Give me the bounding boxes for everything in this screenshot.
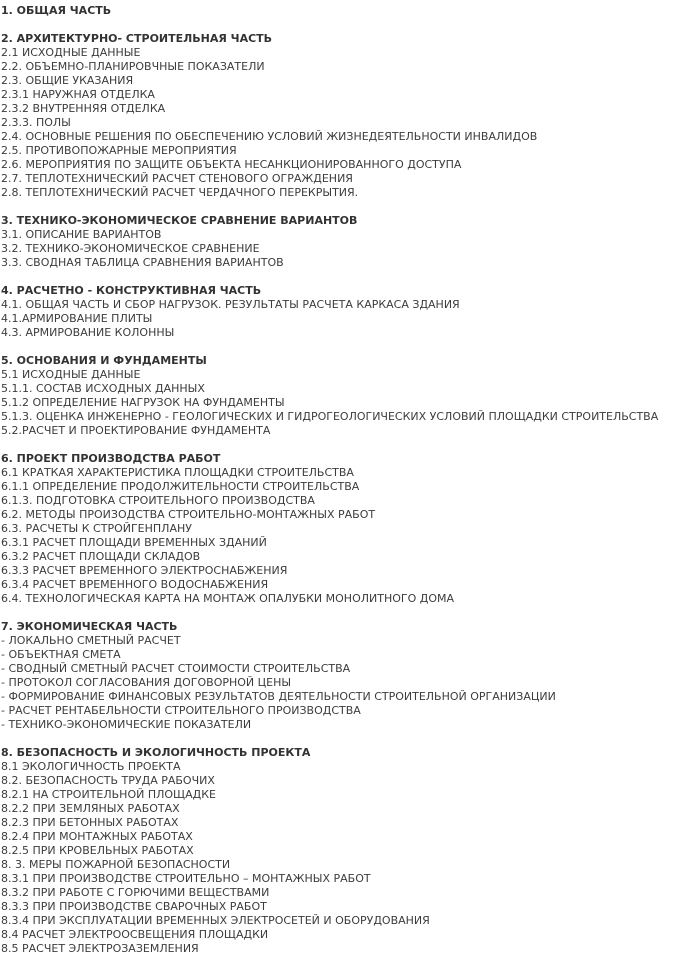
toc-item: 8.3.2 ПРИ РАБОТЕ С ГОРЮЧИМИ ВЕЩЕСТВАМИ [1, 886, 270, 899]
toc-item: 8.2.4 ПРИ МОНТАЖНЫХ РАБОТАХ [1, 830, 193, 843]
section-heading: 1. ОБЩАЯ ЧАСТЬ [1, 4, 112, 17]
toc-item: 8.4 РАСЧЕТ ЭЛЕКТРООСВЕЩЕНИЯ ПЛОЩАДКИ [1, 928, 269, 941]
toc-item: 2.1 ИСХОДНЫЕ ДАННЫЕ [1, 46, 141, 59]
toc-item: 2.3.1 НАРУЖНАЯ ОТДЕЛКА [1, 88, 155, 101]
toc-item: 2.3.3. ПОЛЫ [1, 116, 71, 129]
toc-section [1, 214, 700, 270]
toc-item: - ТЕХНИКО-ЭКОНОМИЧЕСКИЕ ПОКАЗАТЕЛИ [1, 718, 252, 731]
toc-item: 8.5 РАСЧЕТ ЭЛЕКТРОЗАЗЕМЛЕНИЯ [1, 942, 199, 955]
section-heading: 4. РАСЧЕТНО - КОНСТРУКТИВНАЯ ЧАСТЬ [1, 284, 262, 297]
toc-item: 3.2. ТЕХНИКО-ЭКОНОМИЧЕСКОЕ СРАВНЕНИЕ [1, 242, 260, 255]
toc-item: 2.7. ТЕПЛОТЕХНИЧЕСКИЙ РАСЧЕТ СТЕНОВОГО ОГРАЖДЕНИЯ [1, 172, 353, 185]
toc-item: 8.3.3 ПРИ ПРОИЗВОДСТВЕ СВАРОЧНЫХ РАБОТ [1, 900, 267, 913]
toc-item: 8.3.4 ПРИ ЭКСПЛУАТАЦИИ ВРЕМЕННЫХ ЭЛЕКТРОСЕТЕЙ И ОБОРУДОВАНИЯ [1, 914, 430, 927]
toc-item: 6.4. ТЕХНОЛОГИЧЕСКАЯ КАРТА НА МОНТАЖ ОПАЛУБКИ МОНОЛИТНОГО ДОМА [1, 592, 455, 605]
toc-item: 8.3.1 ПРИ ПРОИЗВОДСТВЕ СТРОИТЕЛЬНО – МОНТАЖНЫХ РАБОТ [1, 872, 371, 885]
toc-item: 6.1 КРАТКАЯ ХАРАКТЕРИСТИКА ПЛОЩАДКИ СТРОИТЕЛЬСТВА [1, 466, 354, 479]
toc-item: - РАСЧЕТ РЕНТАБЕЛЬНОСТИ СТРОИТЕЛЬНОГО ПРОИЗВОДСТВА [1, 704, 361, 717]
toc-item: 2.3.2 ВНУТРЕННЯЯ ОТДЕЛКА [1, 102, 166, 115]
toc-item: 3.3. СВОДНАЯ ТАБЛИЦА СРАВНЕНИЯ ВАРИАНТОВ [1, 256, 284, 269]
section-heading: 6. ПРОЕКТ ПРОИЗВОДСТВА РАБОТ [1, 452, 221, 465]
toc-item: 6.2. МЕТОДЫ ПРОИЗОДСТВА СТРОИТЕЛЬНО-МОНТАЖНЫХ РАБОТ [1, 508, 376, 521]
toc-item: 2.5. ПРОТИВОПОЖАРНЫЕ МЕРОПРИЯТИЯ [1, 144, 237, 157]
toc-item: - ЛОКАЛЬНО СМЕТНЫЙ РАСЧЕТ [1, 634, 181, 647]
toc-item: 8.2. БЕЗОПАСНОСТЬ ТРУДА РАБОЧИХ [1, 774, 215, 787]
section-heading: 7. ЭКОНОМИЧЕСКАЯ ЧАСТЬ [1, 620, 178, 633]
toc-item: 4.1.АРМИРОВАНИЕ ПЛИТЫ [1, 312, 153, 325]
toc-item: 8. 3. МЕРЫ ПОЖАРНОЙ БЕЗОПАСНОСТИ [1, 858, 231, 871]
toc-item: 4.3. АРМИРОВАНИЕ КОЛОННЫ [1, 326, 175, 339]
toc-section [1, 4, 700, 18]
toc-item: 6.3.3 РАСЧЕТ ВРЕМЕННОГО ЭЛЕКТРОСНАБЖЕНИЯ [1, 564, 288, 577]
toc-item: 6.1.3. ПОДГОТОВКА СТРОИТЕЛЬНОГО ПРОИЗВОДСТВА [1, 494, 315, 507]
toc-section [1, 620, 700, 732]
toc-item: 8.2.2 ПРИ ЗЕМЛЯНЫХ РАБОТАХ [1, 802, 180, 815]
toc-item: 4.1. ОБЩАЯ ЧАСТЬ И СБОР НАГРУЗОК. РЕЗУЛЬТАТЫ РАСЧЕТА КАРКАСА ЗДАНИЯ [1, 298, 460, 311]
toc-item: 8.1 ЭКОЛОГИЧНОСТЬ ПРОЕКТА [1, 760, 181, 773]
toc-item: 6.3.2 РАСЧЕТ ПЛОЩАДИ СКЛАДОВ [1, 550, 201, 563]
toc-item: 5.1.2 ОПРЕДЕЛЕНИЕ НАГРУЗОК НА ФУНДАМЕНТЫ [1, 396, 285, 409]
table-of-contents [1, 4, 700, 956]
section-heading: 3. ТЕХНИКО-ЭКОНОМИЧЕСКОЕ СРАВНЕНИЕ ВАРИАНТОВ [1, 214, 358, 227]
section-heading: 8. БЕЗОПАСНОСТЬ И ЭКОЛОГИЧНОСТЬ ПРОЕКТА [1, 746, 311, 759]
toc-item: 5.1.3. ОЦЕНКА ИНЖЕНЕРНО - ГЕОЛОГИЧЕСКИХ И ГИДРОГЕОЛОГИЧЕСКИХ УСЛОВИЙ ПЛОЩАДКИ СТРОИТЕЛЬСТВА [1, 410, 659, 423]
toc-item: 3.1. ОПИСАНИЕ ВАРИАНТОВ [1, 228, 162, 241]
toc-section [1, 452, 700, 606]
toc-item: 5.1.1. СОСТАВ ИСХОДНЫХ ДАННЫХ [1, 382, 205, 395]
toc-item: - СВОДНЫЙ СМЕТНЫЙ РАСЧЕТ СТОИМОСТИ СТРОИТЕЛЬСТВА [1, 662, 351, 675]
toc-item: 6.3.1 РАСЧЕТ ПЛОЩАДИ ВРЕМЕННЫХ ЗДАНИЙ [1, 536, 267, 549]
toc-item: 8.2.3 ПРИ БЕТОННЫХ РАБОТАХ [1, 816, 179, 829]
toc-item: 2.4. ОСНОВНЫЕ РЕШЕНИЯ ПО ОБЕСПЕЧЕНИЮ УСЛОВИЙ ЖИЗНЕДЕЯТЕЛЬНОСТИ ИНВАЛИДОВ [1, 130, 538, 143]
toc-section [1, 284, 700, 340]
toc-item: - ОБЪЕКТНАЯ СМЕТА [1, 648, 121, 661]
section-heading: 5. ОСНОВАНИЯ И ФУНДАМЕНТЫ [1, 354, 207, 367]
toc-item: 5.1 ИСХОДНЫЕ ДАННЫЕ [1, 368, 141, 381]
toc-item: 2.8. ТЕПЛОТЕХНИЧЕСКИЙ РАСЧЕТ ЧЕРДАЧНОГО ПЕРЕКРЫТИЯ. [1, 186, 359, 199]
toc-item: 8.2.1 НА СТРОИТЕЛЬНОЙ ПЛОЩАДКЕ [1, 788, 216, 801]
toc-item: 8.2.5 ПРИ КРОВЕЛЬНЫХ РАБОТАХ [1, 844, 194, 857]
toc-item: 6.3.4 РАСЧЕТ ВРЕМЕННОГО ВОДОСНАБЖЕНИЯ [1, 578, 269, 591]
section-heading: 2. АРХИТЕКТУРНО- СТРОИТЕЛЬНАЯ ЧАСТЬ [1, 32, 273, 45]
toc-section [1, 32, 700, 200]
toc-item: 2.3. ОБЩИЕ УКАЗАНИЯ [1, 74, 134, 87]
toc-section [1, 746, 700, 956]
toc-item: 2.6. МЕРОПРИЯТИЯ ПО ЗАЩИТЕ ОБЪЕКТА НЕСАНКЦИОНИРОВАННОГО ДОСТУПА [1, 158, 462, 171]
toc-item: 5.2.РАСЧЕТ И ПРОЕКТИРОВАНИЕ ФУНДАМЕНТА [1, 424, 271, 437]
toc-section [1, 354, 700, 438]
toc-item: 6.1.1 ОПРЕДЕЛЕНИЕ ПРОДОЛЖИТЕЛЬНОСТИ СТРОИТЕЛЬСТВА [1, 480, 360, 493]
toc-item: - ПРОТОКОЛ СОГЛАСОВАНИЯ ДОГОВОРНОЙ ЦЕНЫ [1, 676, 292, 689]
toc-item: 2.2. ОБЪЕМНО-ПЛАНИРОВЧНЫЕ ПОКАЗАТЕЛИ [1, 60, 265, 73]
toc-item: - ФОРМИРОВАНИЕ ФИНАНСОВЫХ РЕЗУЛЬТАТОВ ДЕЯТЕЛЬНОСТИ СТРОИТЕЛЬНОЙ ОРГАНИЗАЦИИ [1, 690, 556, 703]
toc-item: 6.3. РАСЧЕТЫ К СТРОЙГЕНПЛАНУ [1, 522, 192, 535]
